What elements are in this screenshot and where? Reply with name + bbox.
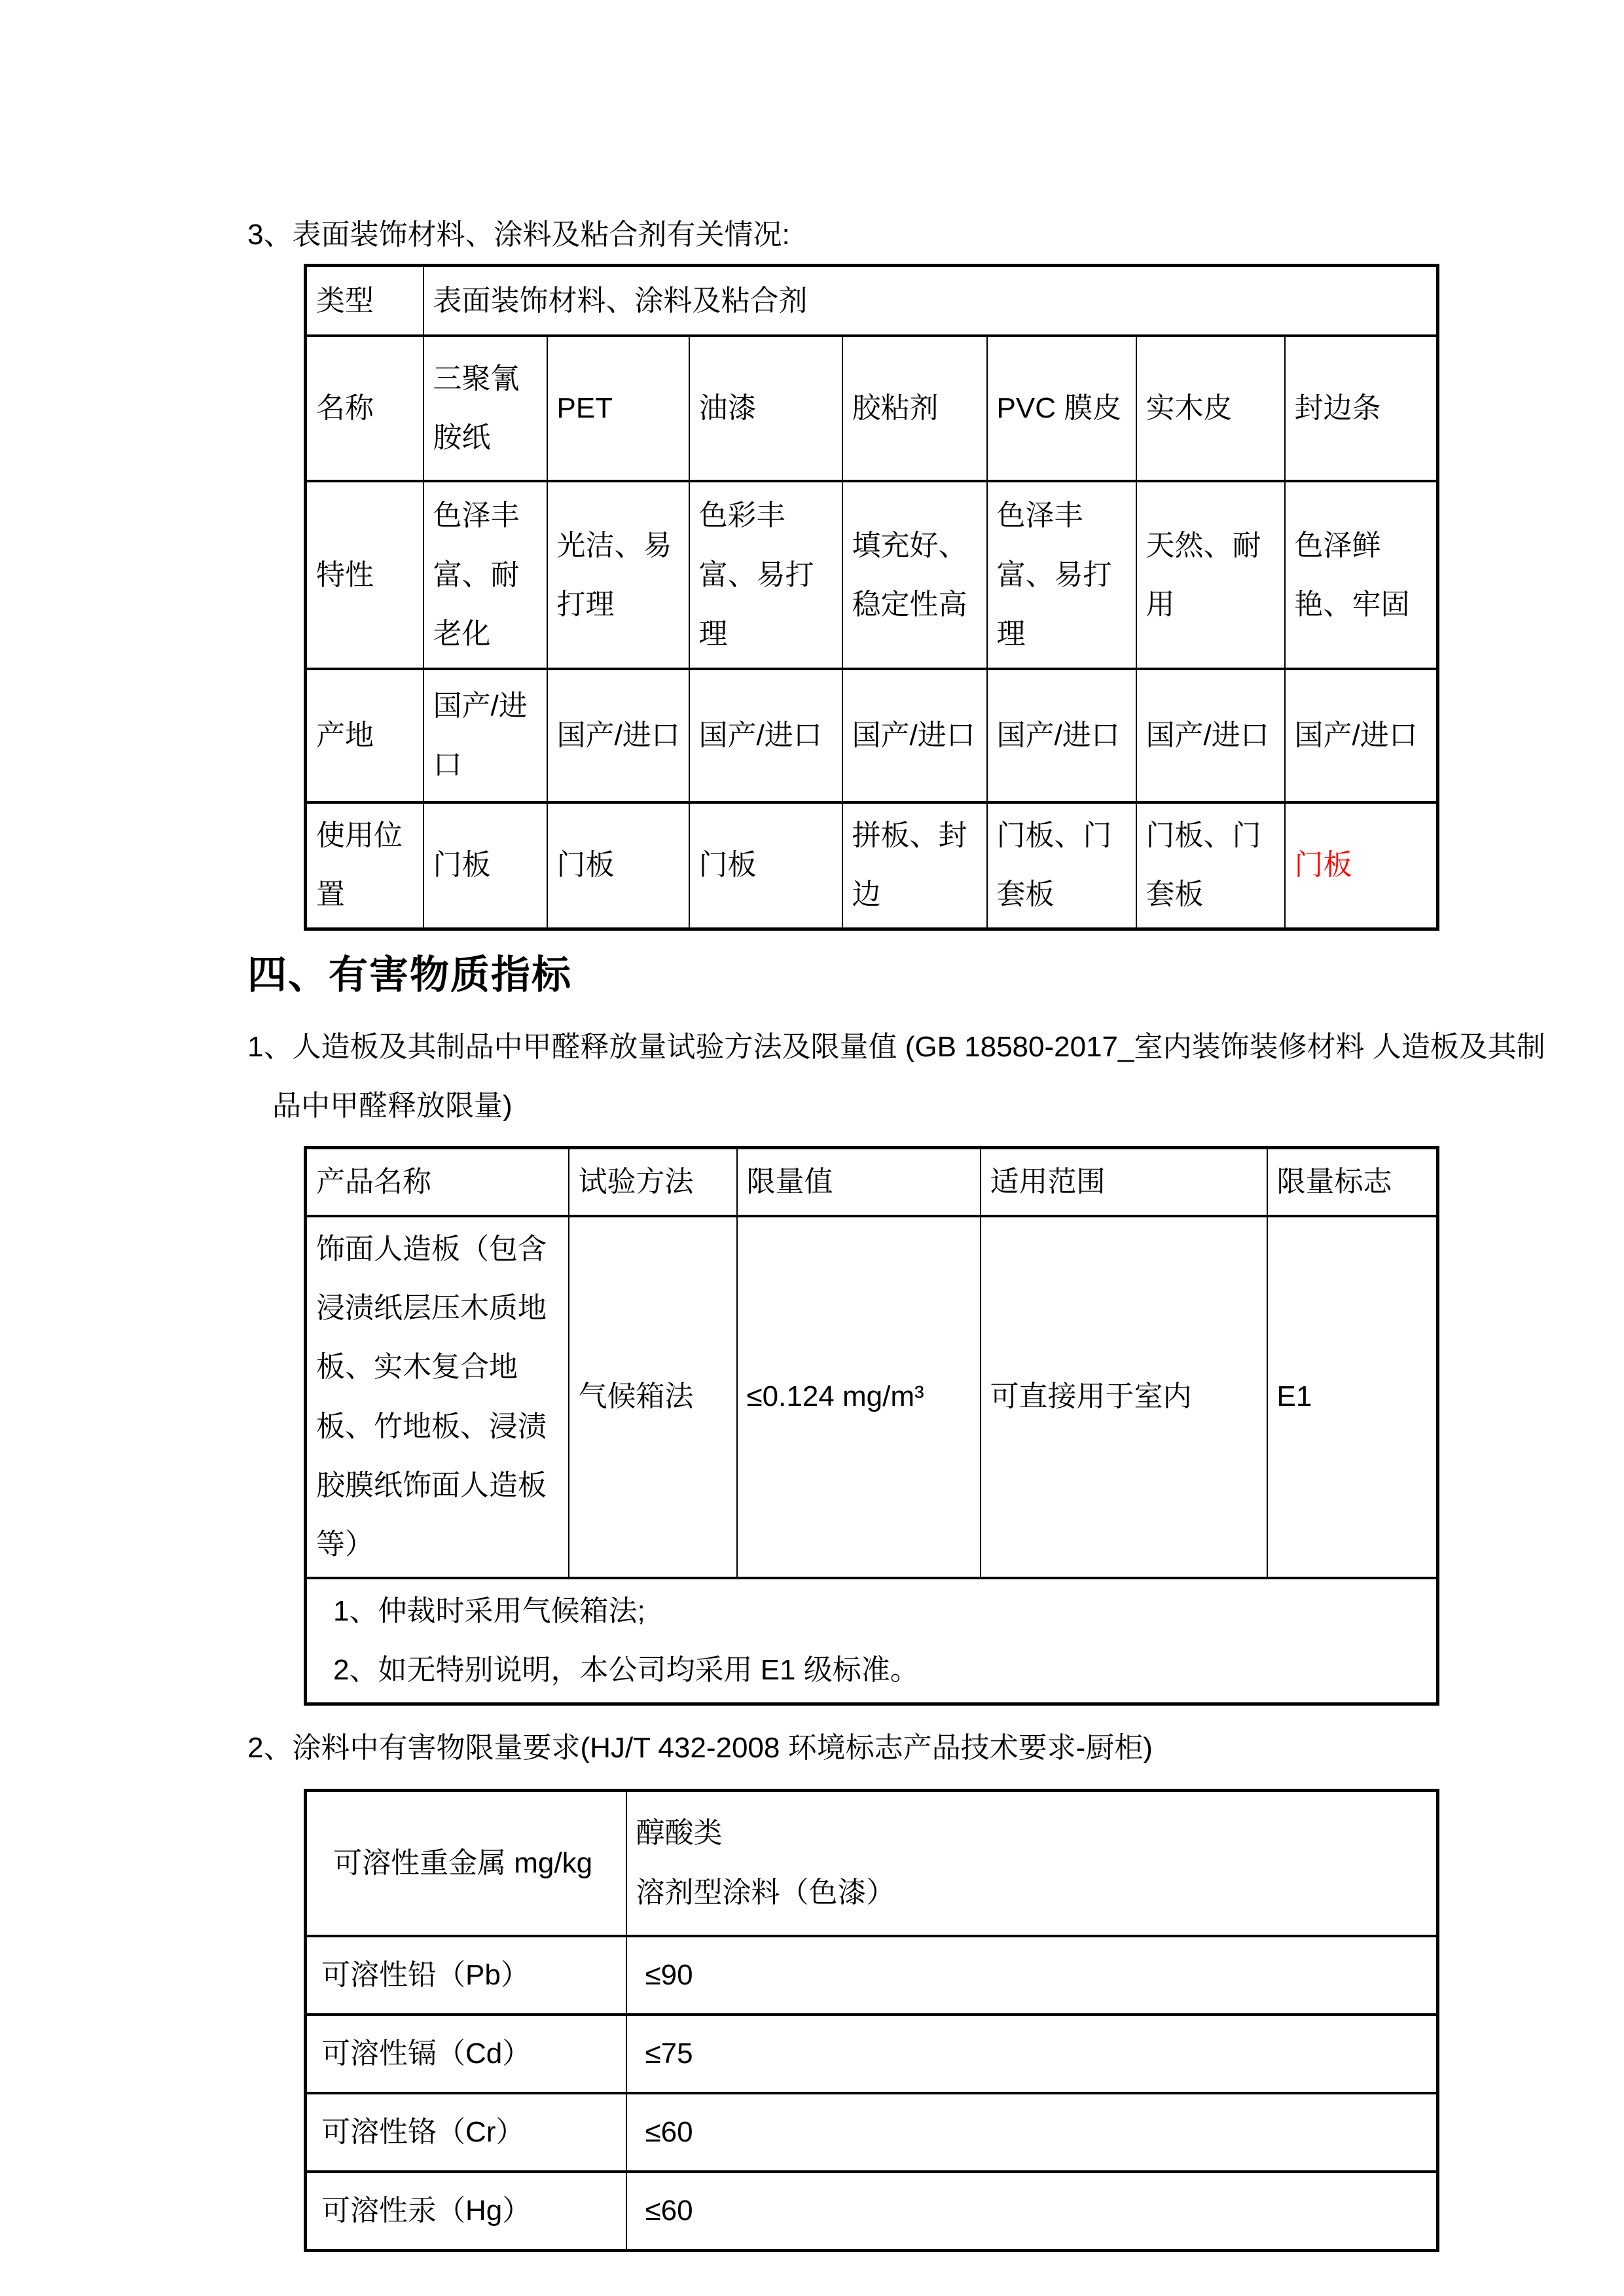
note-line: 1、仲裁时采用气候箱法;: [333, 1595, 645, 1628]
heavy-metal-limit-table: [304, 1789, 1439, 2252]
position-label-cell: 使用位置: [306, 802, 424, 929]
metal-label-cell: 可溶性汞（Hg）: [306, 2172, 626, 2251]
header-product-name: 产品名称: [306, 1147, 569, 1216]
header-scope: 适用范围: [981, 1147, 1267, 1216]
material-origin-cell: 国产/进口: [424, 669, 547, 802]
material-origin-cell: 国产/进口: [547, 669, 689, 802]
table-row: [306, 2172, 1438, 2251]
material-position-cell: 门板、门套板: [987, 802, 1136, 929]
material-origin-cell: 国产/进口: [1136, 669, 1285, 802]
material-position-cell: 门板: [424, 802, 547, 929]
material-name-cell: 封边条: [1285, 336, 1438, 481]
table-row: [306, 336, 1438, 481]
limit-cell: ≤0.124 mg/m³: [737, 1216, 981, 1578]
table-row: [306, 1216, 1438, 1578]
material-name-cell: PET: [547, 336, 689, 481]
table-row: [306, 1936, 1438, 2015]
table-row: [306, 802, 1438, 929]
mark-cell: E1: [1267, 1216, 1438, 1578]
material-name-cell: 实木皮: [1136, 336, 1285, 481]
item1-text: 1、人造板及其制品中甲醛释放量试验方法及限量值 (GB 18580-2017_室内装饰装修材料 人造板及其制品中甲醛释放限量): [247, 1030, 1545, 1122]
material-position-cell: 门板: [547, 802, 689, 929]
material-position-cell: 门板、门套板: [1136, 802, 1285, 929]
header-test-method: 试验方法: [569, 1147, 737, 1216]
header-limit-mark: 限量标志: [1267, 1147, 1438, 1216]
material-name-cell: 油漆: [689, 336, 842, 481]
header-limit-value: 限量值: [737, 1147, 981, 1216]
product-cell: 饰面人造板（包含浸渍纸层压木质地板、实木复合地板、竹地板、浸渍胶膜纸饰面人造板等）: [306, 1216, 569, 1578]
feature-label-cell: 特性: [306, 481, 424, 669]
coating-class-line: 醇酸类: [636, 1817, 723, 1850]
note-line: 2、如无特别说明，本公司均采用 E1 级标准。: [333, 1654, 919, 1687]
material-position-cell-highlighted: 门板: [1285, 802, 1438, 929]
table-row: [306, 481, 1438, 669]
material-feature-cell: 色泽鲜艳、牢固: [1285, 481, 1438, 669]
item2-text: 2、涂料中有害物限量要求(HJ/T 432-2008 环境标志产品技术要求-厨柜): [247, 1732, 1153, 1765]
metal-value-cell: ≤75: [626, 2015, 1438, 2093]
metal-value-cell: ≤60: [626, 2093, 1438, 2172]
material-position-cell: 拼板、封边: [842, 802, 987, 929]
material-feature-cell: 填充好、稳定性高: [842, 481, 987, 669]
coating-type-line: 溶剂型涂料（色漆）: [636, 1876, 895, 1909]
metal-header-label: 可溶性重金属 mg/kg: [306, 1790, 626, 1936]
material-feature-cell: 光洁、易打理: [547, 481, 689, 669]
material-name-cell: 三聚氰胺纸: [424, 336, 547, 481]
section3-heading: 3、表面装饰材料、涂料及粘合剂有关情况:: [247, 219, 790, 251]
metal-value-cell: ≤60: [626, 2172, 1438, 2251]
material-origin-cell: 国产/进口: [689, 669, 842, 802]
metal-value-cell: ≤90: [626, 1936, 1438, 2015]
material-origin-cell: 国产/进口: [1285, 669, 1438, 802]
table-row: [306, 669, 1438, 802]
table-row: [306, 1790, 1438, 1936]
material-feature-cell: 色泽丰富、耐老化: [424, 481, 547, 669]
material-feature-cell: 色泽丰富、易打理: [987, 481, 1136, 669]
material-name-cell: PVC 膜皮: [987, 336, 1136, 481]
notes-cell: [306, 1578, 1438, 1704]
table-row: [306, 266, 1438, 336]
section4-heading: 四、有害物质指标: [247, 952, 572, 997]
table-row: [306, 2093, 1438, 2172]
metal-header-value: [626, 1790, 1438, 1936]
material-feature-cell: 天然、耐用: [1136, 481, 1285, 669]
scope-cell: 可直接用于室内: [981, 1216, 1267, 1578]
origin-label-cell: 产地: [306, 669, 424, 802]
metal-label-cell: 可溶性镉（Cd）: [306, 2015, 626, 2093]
material-position-cell: 门板: [689, 802, 842, 929]
type-value-cell: 表面装饰材料、涂料及粘合剂: [424, 266, 1438, 336]
method-cell: 气候箱法: [569, 1216, 737, 1578]
formaldehyde-limit-table: [304, 1146, 1439, 1706]
table-row: [306, 1578, 1438, 1704]
material-name-cell: 胶粘剂: [842, 336, 987, 481]
material-origin-cell: 国产/进口: [842, 669, 987, 802]
name-label-cell: 名称: [306, 336, 424, 481]
material-feature-cell: 色彩丰富、易打理: [689, 481, 842, 669]
metal-label-cell: 可溶性铬（Cr）: [306, 2093, 626, 2172]
table-row: [306, 2015, 1438, 2093]
metal-label-cell: 可溶性铅（Pb）: [306, 1936, 626, 2015]
surface-materials-table: [304, 264, 1439, 930]
table-row: [306, 1147, 1438, 1216]
document-content: [247, 216, 1550, 2252]
material-origin-cell: 国产/进口: [987, 669, 1136, 802]
type-label-cell: 类型: [306, 266, 424, 336]
